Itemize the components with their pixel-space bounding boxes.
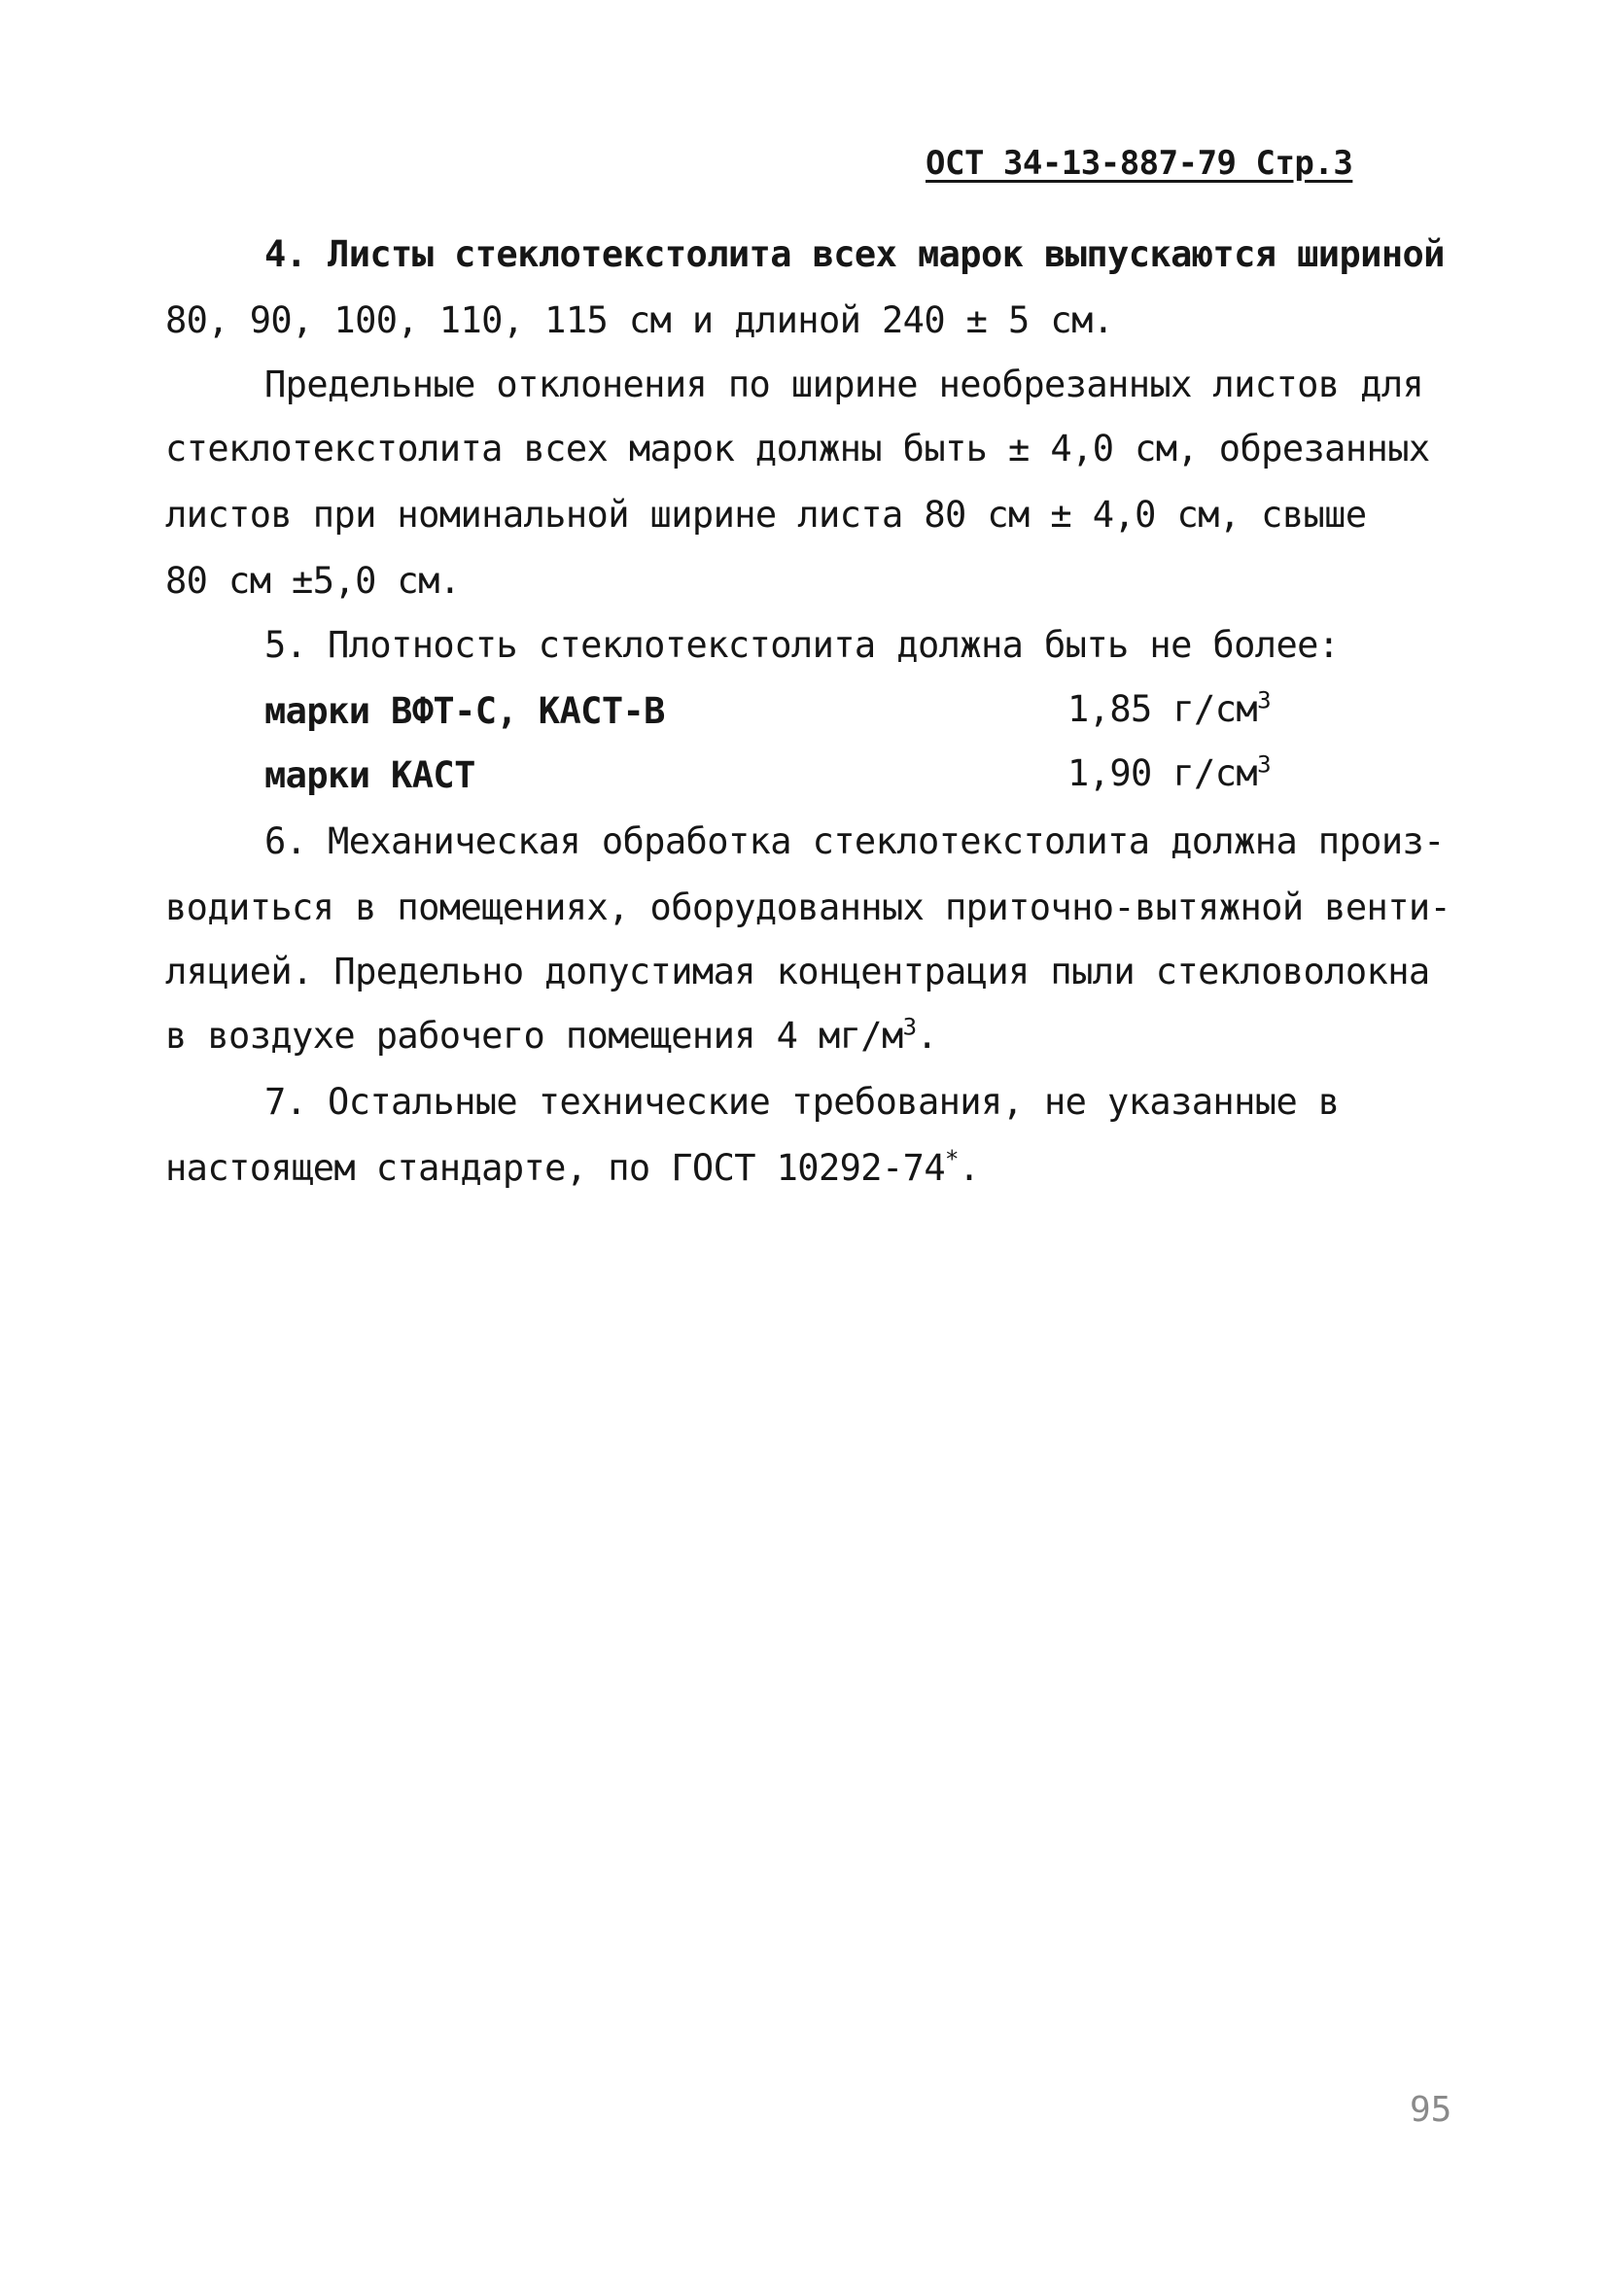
density-row-2-value: 1,90 $г/см^3$ xyxy=(1067,750,1271,794)
density-row-1-label: марки ВФТ-С, КАСТ-В xyxy=(264,690,665,732)
page-number: 95 xyxy=(1410,2090,1452,2130)
section-6-line-1: 6. Механическая обработка стеклотекстолита должна произ- xyxy=(264,820,1445,862)
density-row-2-label: марки КАСТ xyxy=(264,754,475,796)
section-4-line-6: 80 см ±5,0 см. xyxy=(165,560,461,602)
section-6-line-4: в воздухе рабочего помещения 4 $мг/м^3$. xyxy=(165,1013,938,1057)
density-row-1-value: 1,85 $г/см^3$ xyxy=(1067,686,1271,730)
section-4-line-1: 4. Листы стеклотекстолита всех марок выпускаются шириной xyxy=(264,233,1445,275)
section-6-line-3: ляцией. Предельно допустимая концентрация пыли стекловолокна xyxy=(165,951,1430,992)
section-7-line-1: 7. Остальные технические требования, не указанные в xyxy=(264,1081,1340,1123)
section-6-line-2: водиться в помещениях, оборудованных приточно-вытяжной венти- xyxy=(165,887,1451,928)
section-4-line-5: листов при номинальной ширине листа 80 см ± 4,0 см, свыше xyxy=(165,494,1367,536)
section-4-line-2: 80, 90, 100, 110, 115 см и длиной 240 ± 5 см. xyxy=(165,299,1114,341)
document-header: ОСТ 34-13-887-79 Стр.3 xyxy=(926,144,1353,183)
section-7-line-2: настоящем стандарте, по ГОСТ 10292-74*. xyxy=(165,1145,980,1189)
section-4-line-4: стеклотекстолита всех марок должны быть ± 4,0 см, обрезанных xyxy=(165,428,1430,470)
section-4-line-3: Предельные отклонения по ширине необрезанных листов для xyxy=(264,364,1424,405)
section-5-line-1: 5. Плотность стеклотекстолита должна быть не более: xyxy=(264,624,1340,666)
